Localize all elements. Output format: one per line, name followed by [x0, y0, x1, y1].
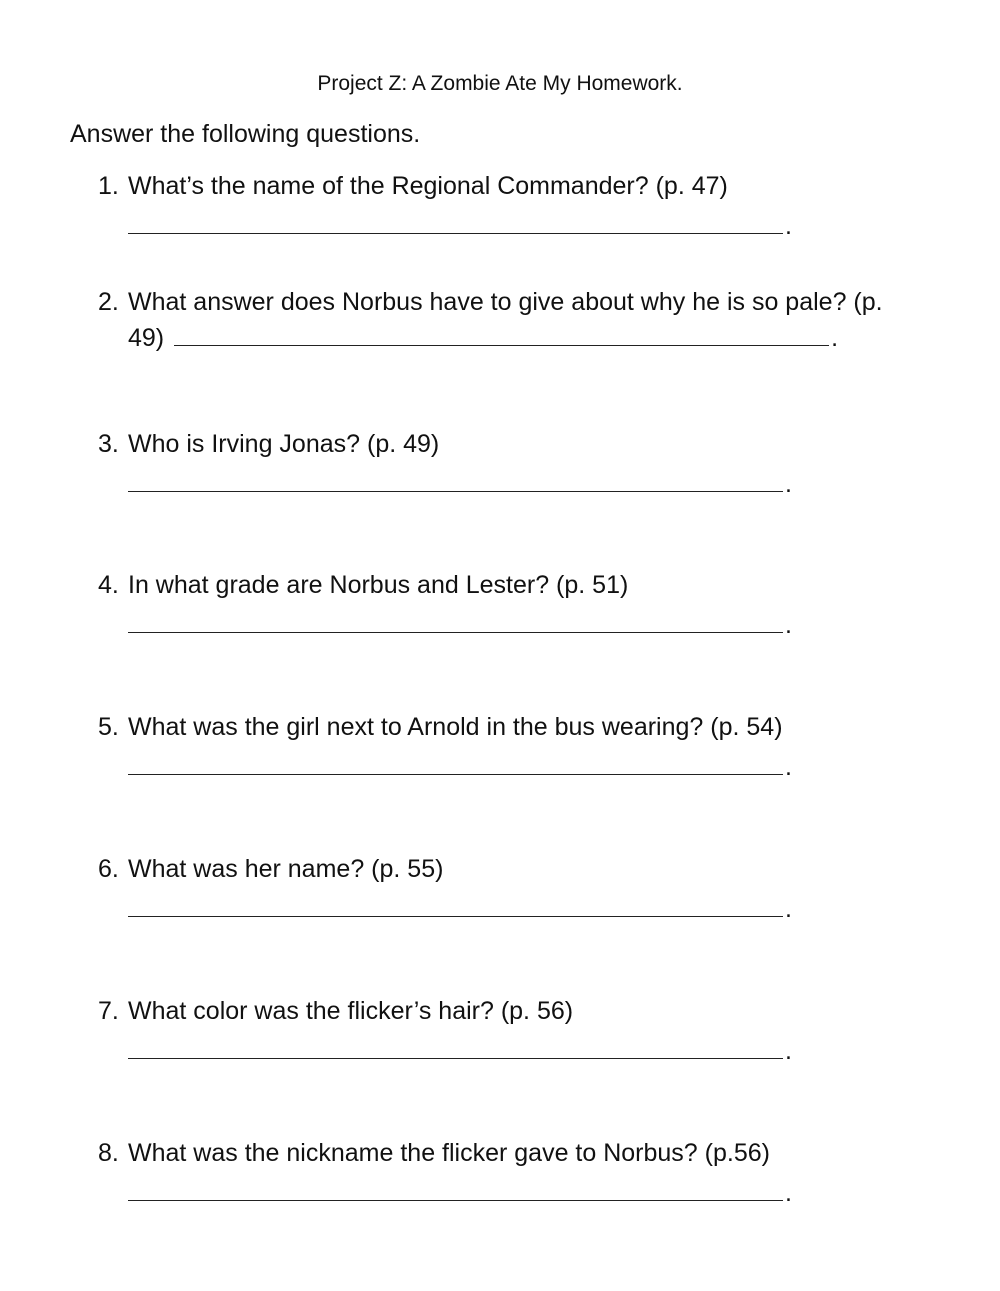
question-text: What was the nickname the flicker gave to Norbus? (p.56) — [128, 1139, 770, 1167]
question-3 — [98, 430, 958, 499]
answer-period: . — [785, 895, 792, 923]
answer-period: . — [785, 753, 792, 781]
question-text: In what grade are Norbus and Lester? (p. 51) — [128, 571, 629, 599]
question-text: What was the girl next to Arnold in the bus wearing? (p. 54) — [128, 713, 783, 741]
question-number: 3. — [98, 430, 119, 458]
answer-blank[interactable] — [128, 1036, 783, 1059]
answer-blank[interactable] — [128, 610, 783, 633]
answer-period: . — [785, 212, 792, 240]
answer-line — [128, 894, 958, 924]
question-number: 7. — [98, 997, 119, 1025]
question-number: 8. — [98, 1139, 119, 1167]
question-text: What was her name? (p. 55) — [128, 855, 444, 883]
answer-blank[interactable] — [128, 211, 783, 234]
question-text: What’s the name of the Regional Commander? (p. 47) — [128, 172, 728, 200]
question-text: What answer does Norbus have to give about why he is so pale? (p. — [128, 288, 883, 316]
answer-line — [128, 469, 958, 499]
question-number: 4. — [98, 571, 119, 599]
answer-line — [128, 323, 958, 353]
question-number: 6. — [98, 855, 119, 883]
answer-line — [128, 1036, 958, 1066]
answer-line — [128, 610, 958, 640]
answer-period: . — [785, 470, 792, 498]
answer-blank[interactable] — [128, 894, 783, 917]
answer-line — [128, 1178, 958, 1208]
question-number: 1. — [98, 172, 119, 200]
question-text: What color was the flicker’s hair? (p. 56) — [128, 997, 574, 1025]
question-4 — [98, 571, 958, 640]
question-8 — [98, 1139, 958, 1208]
answer-blank[interactable] — [128, 1178, 783, 1201]
question-2 — [98, 288, 958, 353]
answer-blank[interactable] — [174, 323, 829, 346]
question-number: 5. — [98, 713, 119, 741]
answer-blank[interactable] — [128, 469, 783, 492]
question-text-continuation: 49) — [128, 324, 165, 352]
answer-line — [128, 752, 958, 782]
answer-blank[interactable] — [128, 752, 783, 775]
question-6 — [98, 855, 958, 924]
worksheet-title: Project Z: A Zombie Ate My Homework. — [317, 72, 683, 95]
answer-line — [128, 211, 958, 241]
answer-period: . — [785, 611, 792, 639]
question-number: 2. — [98, 288, 119, 316]
question-7 — [98, 997, 958, 1066]
answer-period: . — [785, 1179, 792, 1207]
question-5 — [98, 713, 958, 782]
instructions-text: Answer the following questions. — [70, 120, 421, 148]
question-1 — [98, 172, 958, 241]
answer-period: . — [785, 1037, 792, 1065]
answer-period: . — [831, 324, 839, 352]
question-text: Who is Irving Jonas? (p. 49) — [128, 430, 440, 458]
